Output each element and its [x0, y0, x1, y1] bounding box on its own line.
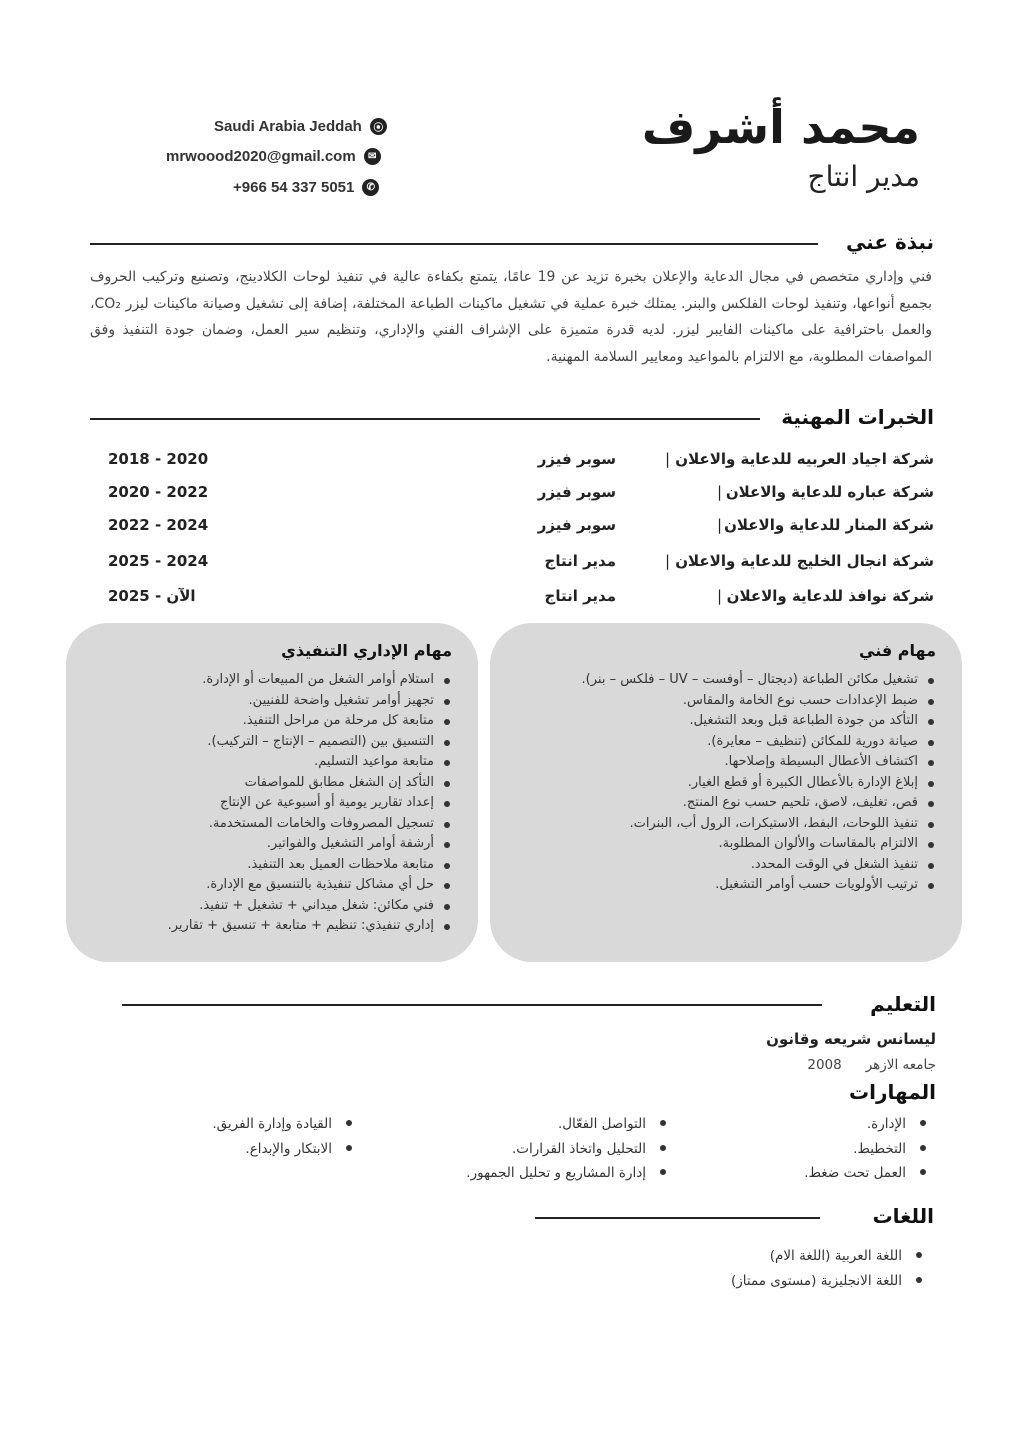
list-item: متابعة ملاحظات العميل بعد التنفيذ. — [86, 855, 452, 876]
role: سوبر فيزر — [537, 516, 616, 534]
company-name: شركة اجياد العربيه للدعاية والاعلان — [675, 450, 934, 468]
list-item: تجهيز أوامر تشغيل واضحة للفنيين. — [86, 691, 452, 712]
date-range: 2020 - 2022 — [108, 483, 209, 501]
company-name: شركة المنار للدعاية والاعلان — [724, 516, 934, 534]
date-range: 2025 - الآن — [108, 587, 196, 605]
list-item: الالتزام بالمقاسات والألوان المطلوبة. — [510, 834, 936, 855]
tech-tasks-heading: مهام فني — [859, 641, 936, 660]
admin-tasks-list — [86, 670, 452, 937]
graduation-year: 2008 — [807, 1057, 842, 1073]
experience-row — [100, 552, 934, 576]
experience-row — [100, 483, 934, 507]
skill-item: القيادة وإدارة الفريق. — [212, 1112, 354, 1137]
location-text: Saudi Arabia Jeddah — [214, 118, 362, 135]
company-name: شركة عباره للدعاية والاعلان — [725, 483, 934, 501]
skill-item: الابتكار والإبداع. — [212, 1137, 354, 1162]
company-name: شركة انجال الخليج للدعاية والاعلان — [675, 552, 934, 570]
candidate-name: محمد أشرف — [641, 100, 920, 154]
list-item: أرشفة أوامر التشغيل والفواتير. — [86, 834, 452, 855]
list-item: تشغيل مكائن الطباعة (ديجتال – أوفست – UV – فلكس – بنر). — [510, 670, 936, 691]
phone-icon: ✆ — [362, 179, 379, 196]
skill-item: التحليل واتخاذ القرارات. — [466, 1137, 668, 1162]
skill-item: الإدارة. — [804, 1112, 928, 1137]
education-heading: التعليم — [870, 992, 936, 1016]
divider — [90, 243, 818, 245]
email-icon: ✉ — [364, 148, 381, 165]
list-item: إبلاغ الإدارة بالأعطال الكبيرة أو قطع الغيار. — [510, 773, 936, 794]
about-heading: نبذة عني — [845, 230, 934, 254]
role: سوبر فيزر — [537, 483, 616, 501]
divider — [122, 1004, 822, 1006]
list-item: متابعة مواعيد التسليم. — [86, 752, 452, 773]
languages-heading: اللغات — [872, 1204, 934, 1228]
list-item: التأكد إن الشغل مطابق للمواصفات — [86, 773, 452, 794]
list-item: إعداد تقارير يومية أو أسبوعية عن الإنتاج — [86, 793, 452, 814]
company-name: شركة نوافذ للدعاية والاعلان — [726, 587, 934, 605]
role: مدير انتاج — [544, 587, 616, 605]
separator: | — [716, 587, 722, 605]
list-item: تنفيذ الشغل في الوقت المحدد. — [510, 855, 936, 876]
admin-tasks-box — [66, 623, 478, 962]
divider — [90, 418, 760, 420]
list-item: متابعة كل مرحلة من مراحل التنفيذ. — [86, 711, 452, 732]
phone-text[interactable]: +966 54 337 5051 — [233, 179, 355, 196]
experience-row — [100, 516, 934, 540]
university: جامعه الازهر — [865, 1057, 936, 1073]
separator: | — [664, 450, 670, 468]
skill-item: إدارة المشاريع و تحليل الجمهور. — [466, 1161, 668, 1186]
experience-row — [100, 450, 934, 474]
degree: ليسانس شريعه وقانون — [766, 1030, 936, 1048]
contact-location — [214, 118, 387, 135]
tech-tasks-box — [490, 623, 962, 962]
language-item: اللغة الانجليزية (مستوى ممتاز) — [731, 1269, 924, 1294]
date-range: 2018 - 2020 — [108, 450, 209, 468]
location-icon: ⦿ — [370, 118, 387, 135]
separator: | — [664, 552, 670, 570]
list-item: ضبط الإعدادات حسب نوع الخامة والمقاس. — [510, 691, 936, 712]
role: سوبر فيزر — [537, 450, 616, 468]
role: مدير انتاج — [544, 552, 616, 570]
admin-tasks-heading: مهام الإداري التنفيذي — [281, 641, 452, 660]
skill-item: التخطيط. — [804, 1137, 928, 1162]
skills-column — [466, 1112, 668, 1186]
date-range: 2022 - 2024 — [108, 516, 209, 534]
list-item: تنفيذ اللوحات، البفط، الاستيكرات، الرول أب، البنرات. — [510, 814, 936, 835]
skills-column — [804, 1112, 928, 1186]
separator: | — [716, 483, 722, 501]
skill-item: العمل تحت ضغط. — [804, 1161, 928, 1186]
list-item: التأكد من جودة الطباعة قبل وبعد التشغيل. — [510, 711, 936, 732]
list-item: اكتشاف الأعطال البسيطة وإصلاحها. — [510, 752, 936, 773]
list-item: إداري تنفيذي: تنظيم + متابعة + تنسيق + تقارير. — [86, 916, 452, 937]
list-item: حل أي مشاكل تنفيذية بالتنسيق مع الإدارة. — [86, 875, 452, 896]
languages-list — [731, 1244, 924, 1293]
list-item: صيانة دورية للمكائن (تنظيف – معايرة). — [510, 732, 936, 753]
language-item: اللغة العربية (اللغة الام) — [731, 1244, 924, 1269]
list-item: فني مكائن: شغل ميداني + تشغيل + تنفيذ. — [86, 896, 452, 917]
list-item: قص، تغليف، لاصق، تلحيم حسب نوع المنتج. — [510, 793, 936, 814]
contact-email[interactable] — [166, 148, 381, 165]
experience-row — [100, 587, 934, 611]
experience-heading: الخبرات المهنية — [781, 405, 934, 429]
list-item: استلام أوامر الشغل من المبيعات أو الإدارة. — [86, 670, 452, 691]
separator: | — [716, 516, 722, 534]
tech-tasks-list — [510, 670, 936, 896]
contact-phone[interactable] — [233, 179, 379, 196]
list-item: تسجيل المصروفات والخامات المستخدمة. — [86, 814, 452, 835]
list-item: ترتيب الأولويات حسب أوامر التشغيل. — [510, 875, 936, 896]
date-range: 2025 - 2024 — [108, 552, 209, 570]
divider — [535, 1217, 820, 1219]
skills-column — [212, 1112, 354, 1161]
list-item: التنسيق بين (التصميم – الإنتاج – التركيب). — [86, 732, 452, 753]
email-text[interactable]: mrwoood2020@gmail.com — [166, 148, 356, 165]
skill-item: التواصل الفعّال. — [466, 1112, 668, 1137]
skills-heading: المهارات — [849, 1080, 936, 1104]
about-text: فني وإداري متخصص في مجال الدعاية والإعلان بخبرة تزيد عن 19 عامًا، يتمتع بكفاءة عالية في تنفيذ لوحات الكلادينج، وتصنيع وتركيب الحروف بجميع أنواعها، وتنفيذ لوحات الفلكس والبنر. يمتلك خبرة عملية في تشغيل ماكينات الطباعة المختلفة، إضافة إلى تشغيل وصيانة ماكينات ليزر CO₂، والعمل باحترافية على ماكينات الفايبر ليزر. لديه قدرة متميزة على الإشراف الفني والإداري، وتنظيم سير العمل، وضمان جودة التنفيذ وفق المواصفات المطلوبة، مع الالتزام بالمواعيد ومعايير السلامة المهنية. — [90, 269, 932, 365]
job-title: مدير انتاج — [807, 160, 920, 193]
education-details — [807, 1057, 936, 1073]
